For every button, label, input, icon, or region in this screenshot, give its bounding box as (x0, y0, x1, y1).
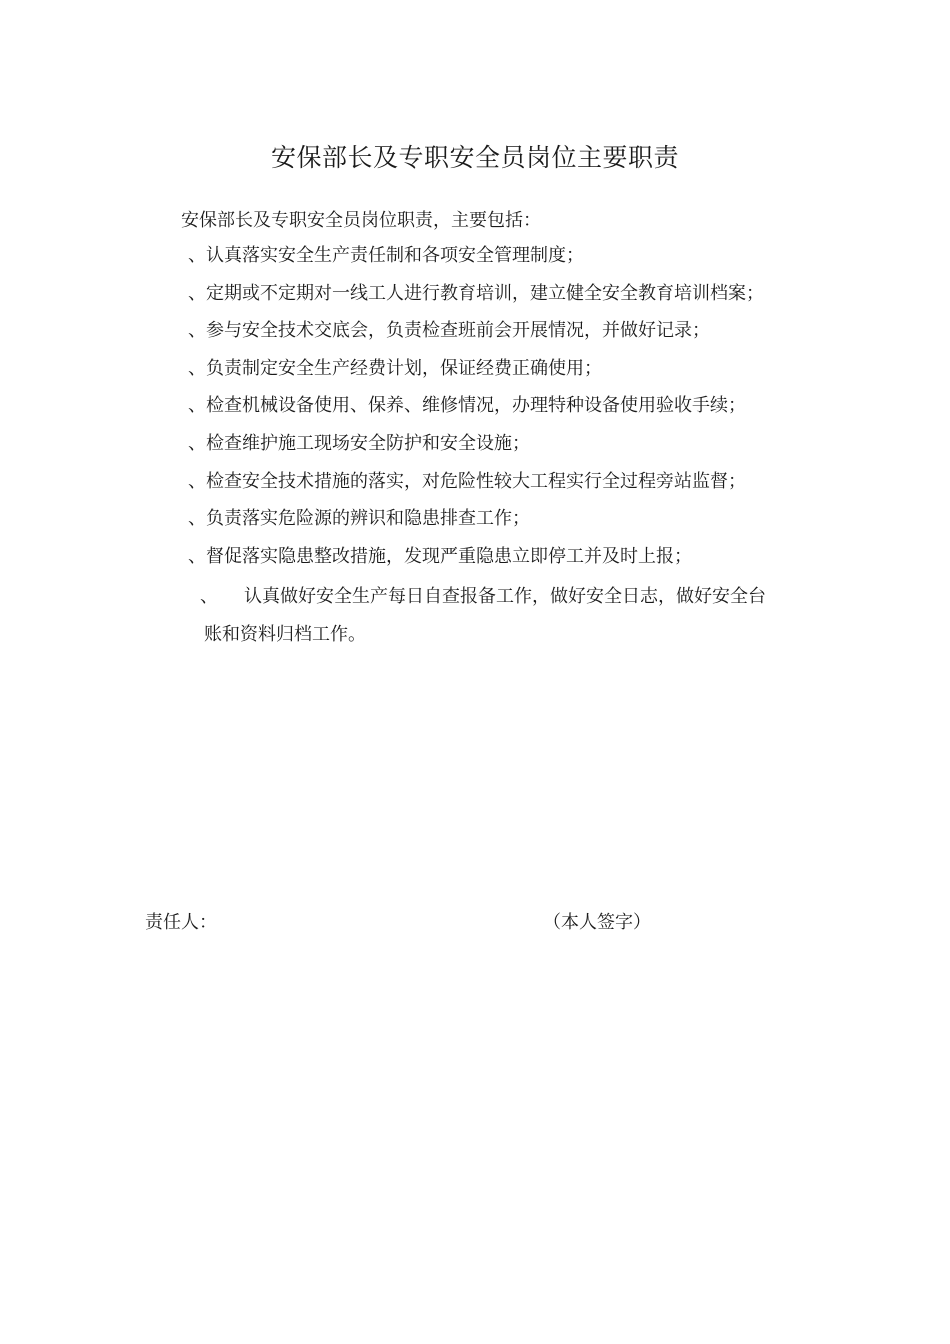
intro-text: 安保部长及专职安全员岗位职责，主要包括： (181, 210, 541, 231)
duty-list (188, 244, 764, 582)
page-title: 安保部长及专职安全员岗位主要职责 (270, 143, 679, 172)
list-item: 、检查机械设备使用、保养、维修情况，办理特种设备使用验收手续； (188, 395, 746, 417)
last-duty-line-1: 认真做好安全生产每日自查报备工作，做好安全日志，做好安全台 (244, 586, 766, 607)
list-item: 、认真落实安全生产责任制和各项安全管理制度； (188, 245, 584, 266)
list-item: 、负责落实危险源的辨识和隐患排查工作； (188, 508, 530, 530)
list-mark: 、 (200, 586, 218, 607)
last-duty-line-2: 账和资料归档工作。 (204, 624, 366, 645)
last-duty-item (200, 578, 812, 654)
list-item: 、督促落实隐患整改措施，发现严重隐患立即停工并及时上报； (188, 545, 692, 567)
signature-note: （本人签字） (543, 912, 651, 933)
list-item: 、负责制定安全生产经费计划，保证经费正确使用； (188, 357, 602, 379)
list-item: 、检查维护施工现场安全防护和安全设施； (188, 432, 530, 454)
signature-row (145, 908, 665, 934)
list-item: 、检查安全技术措施的落实，对危险性较大工程实行全过程旁站监督； (188, 470, 746, 492)
signature-label: 责任人： (145, 912, 217, 933)
list-item: 、定期或不定期对一线工人进行教育培训，建立健全安全教育培训档案； (188, 282, 764, 304)
list-item: 、参与安全技术交底会，负责检查班前会开展情况，并做好记录； (188, 320, 710, 342)
